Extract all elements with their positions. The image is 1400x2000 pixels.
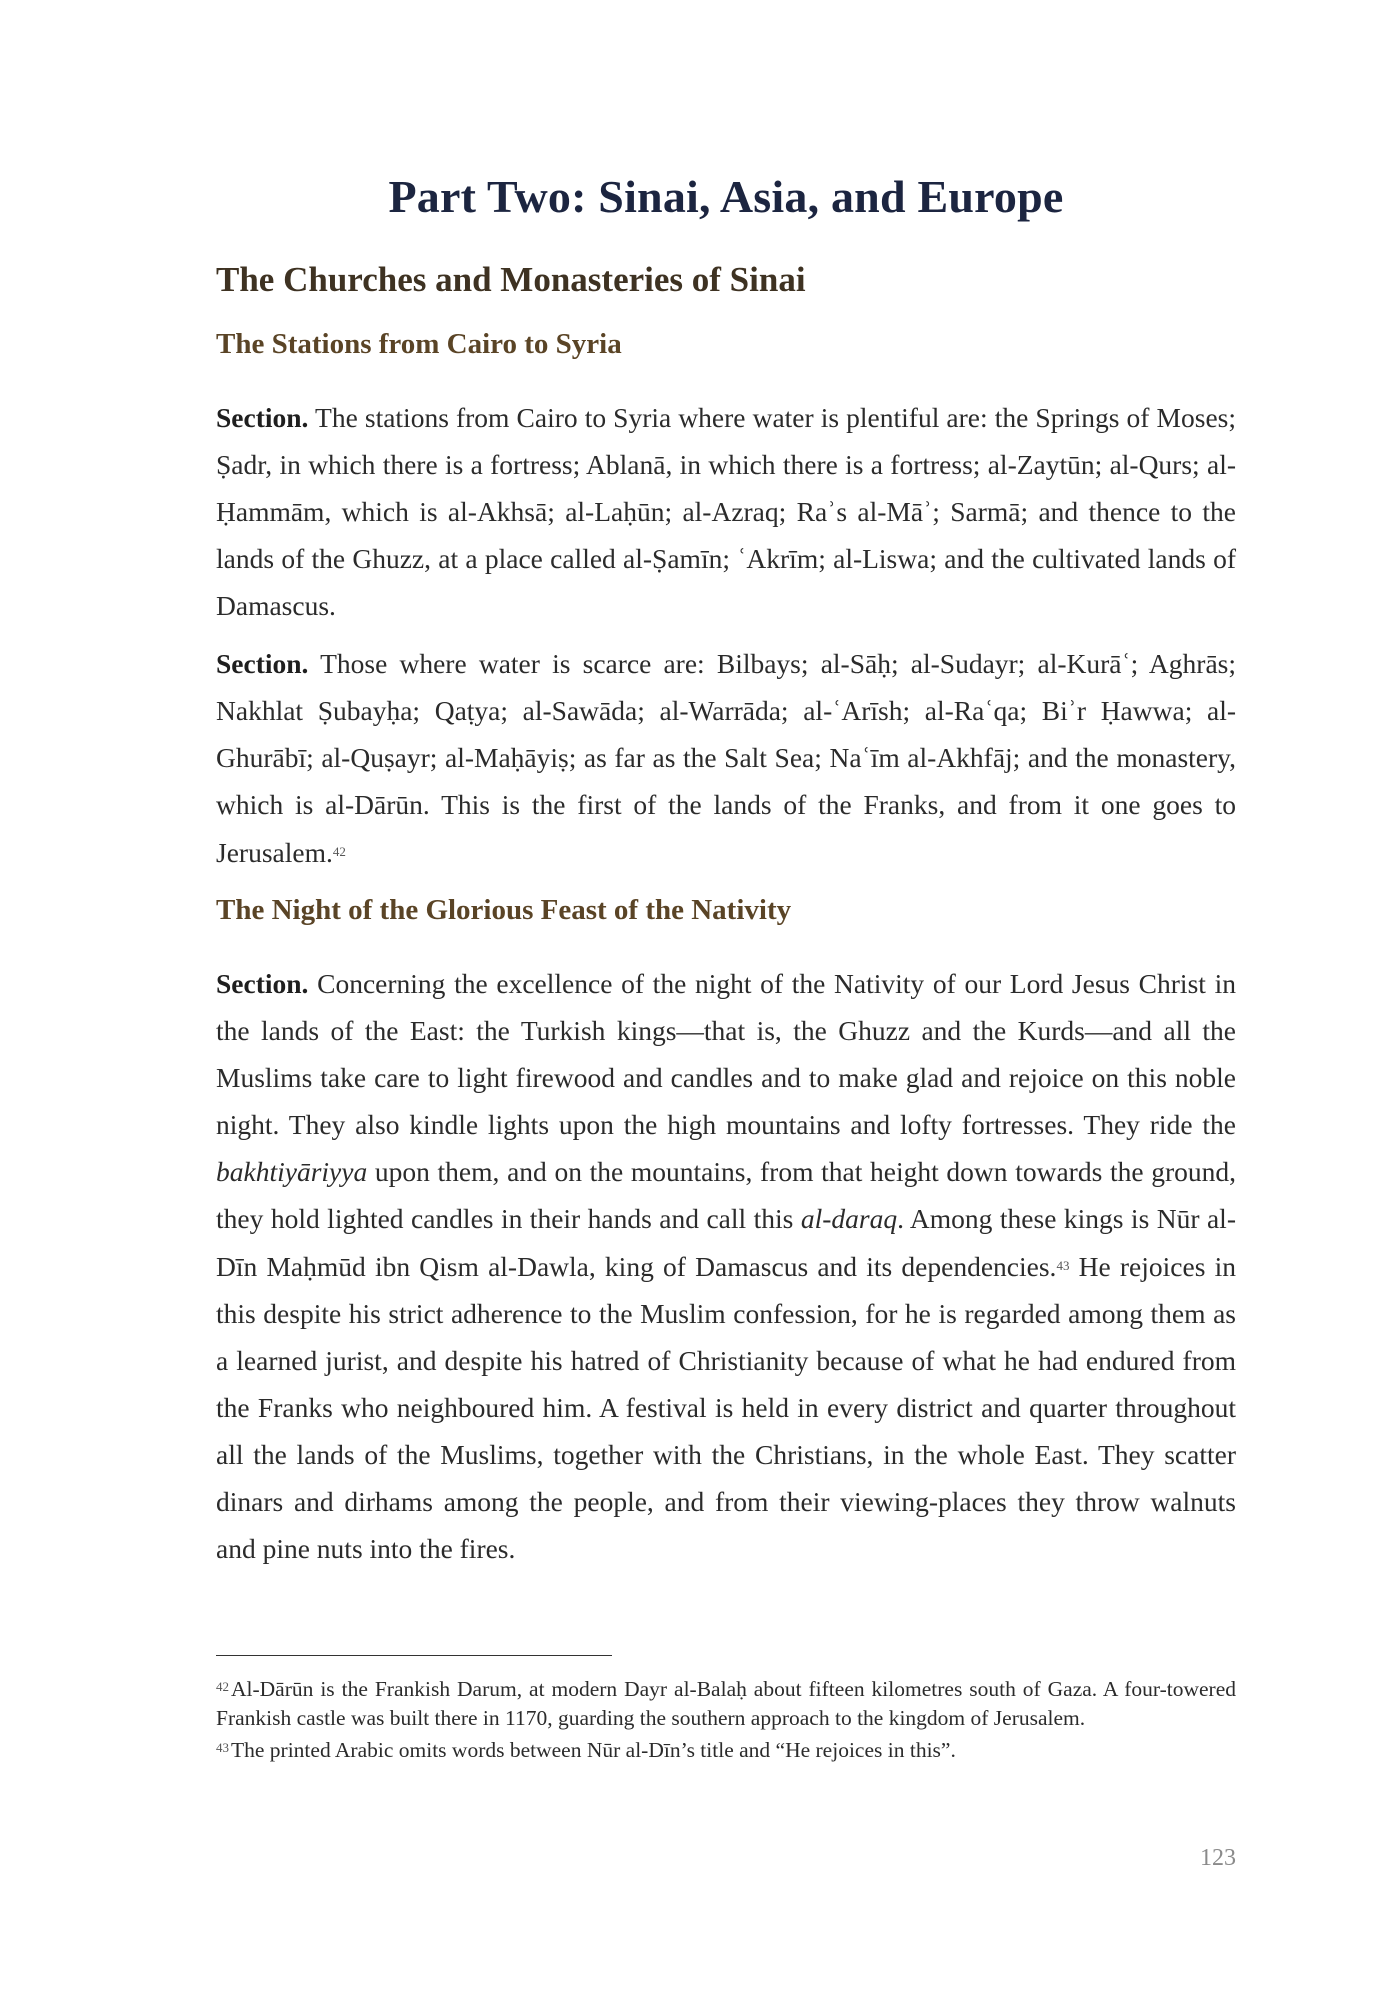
section-label: Section. [216, 648, 309, 679]
section-label: Section. [216, 402, 309, 433]
paragraph-scarce-water [216, 640, 1236, 876]
footnote-ref-43[interactable]: 43 [1056, 1258, 1070, 1273]
paragraph-text: He rejoices in this despite his strict adherence to the Muslim confession, for he is regarded among them as a learned jurist, and despite his hatred of Christianity because of what he had endured from the Franks who neighboured him. A festival is held in every district and quarter throughout all the lands of the Muslims, together with the Christians, in the whole East. They scatter dinars and dirhams among the people, and from their viewing-places they throw walnuts and pine nuts into the fires. [216, 1251, 1236, 1564]
paragraph-text: The stations from Cairo to Syria where water is plentiful are: the Springs of Moses; Ṣadr, in which there is a fortress; Ablanā, in which there is a fortress; al-Zaytūn; al-Qurs; al-Ḥammām, which is al-Akhsā; al-Laḥūn; al-Azraq; Raʾs al-Māʾ; Sarmā; and thence to the lands of the Ghuzz, at a place called al-Ṣamīn; ʿAkrīm; al-Liswa; and the cultivated lands of Damascus. [216, 402, 1236, 621]
footnote-number: 43 [216, 1740, 229, 1755]
footnotes [216, 1672, 1236, 1765]
paragraph-text: upon them, and on the mountains, from that height down towards the ground, they hold lighted candles in their hands and call this [216, 1156, 1236, 1234]
footnote-ref-42[interactable]: 42 [332, 844, 346, 859]
part-title: Part Two: Sinai, Asia, and Europe [388, 171, 1064, 222]
paragraph-nativity [216, 960, 1236, 1572]
footnote-text: The printed Arabic omits words between Nūr al-Dīn’s title and “He rejoices in this”. [231, 1738, 956, 1762]
subheading-nativity: The Night of the Glorious Feast of the Nativity [216, 894, 792, 926]
footnote-43 [216, 1733, 1236, 1765]
book-page [216, 0, 1236, 2000]
italic-term: bakhtiyāriyya [216, 1156, 368, 1187]
section-label: Section. [216, 968, 309, 999]
footnote-42 [216, 1672, 1236, 1733]
subheading-stations: The Stations from Cairo to Syria [216, 328, 622, 360]
paragraph-plentiful-water [216, 394, 1236, 629]
footnote-divider [216, 1655, 612, 1656]
page-number: 123 [1200, 1845, 1236, 1871]
paragraph-text: Concerning the excellence of the night of the Nativity of our Lord Jesus Christ in the lands of the East: the Turkish kings—that is, the Ghuzz and the Kurds—and all the Muslims take care to light firewood and candles and to make glad and rejoice on this noble night. They also kindle lights upon the high mountains and lofty fortresses. They ride the [216, 968, 1236, 1140]
italic-term: al-daraq [800, 1203, 898, 1234]
paragraph-text: . Among these kings is Nūr al-Dīn Maḥmūd ibn Qism al-Dawla, king of Damascus and its dependencies. [216, 1203, 1236, 1282]
paragraph-text: Those where water is scarce are: Bilbays; al-Sāḥ; al-Sudayr; al-Kurāʿ; Aghrās; Nakhlat Ṣubayḥa; Qaṭya; al-Sawāda; al-Warrāda; al-ʿArīsh; al-Raʿqa; Biʾr Ḥawwa; al-Ghurābī; al-Quṣayr; al-Maḥāyiṣ; as far as the Salt Sea; Naʿīm al-Akhfāj; and the monastery, which is al-Dārūn. This is the first of the lands of the Franks, and from it one goes to Jerusalem. [216, 648, 1236, 868]
footnote-number: 42 [216, 1679, 229, 1694]
chapter-title: The Churches and Monasteries of Sinai [216, 260, 806, 299]
footnote-text: Al-Dārūn is the Frankish Darum, at modern Dayr al-Balaḥ about fifteen kilometres south of Gaza. A four-towered Frankish castle was built there in 1170, guarding the southern approach to the kingdom of Jerusalem. [216, 1677, 1236, 1730]
